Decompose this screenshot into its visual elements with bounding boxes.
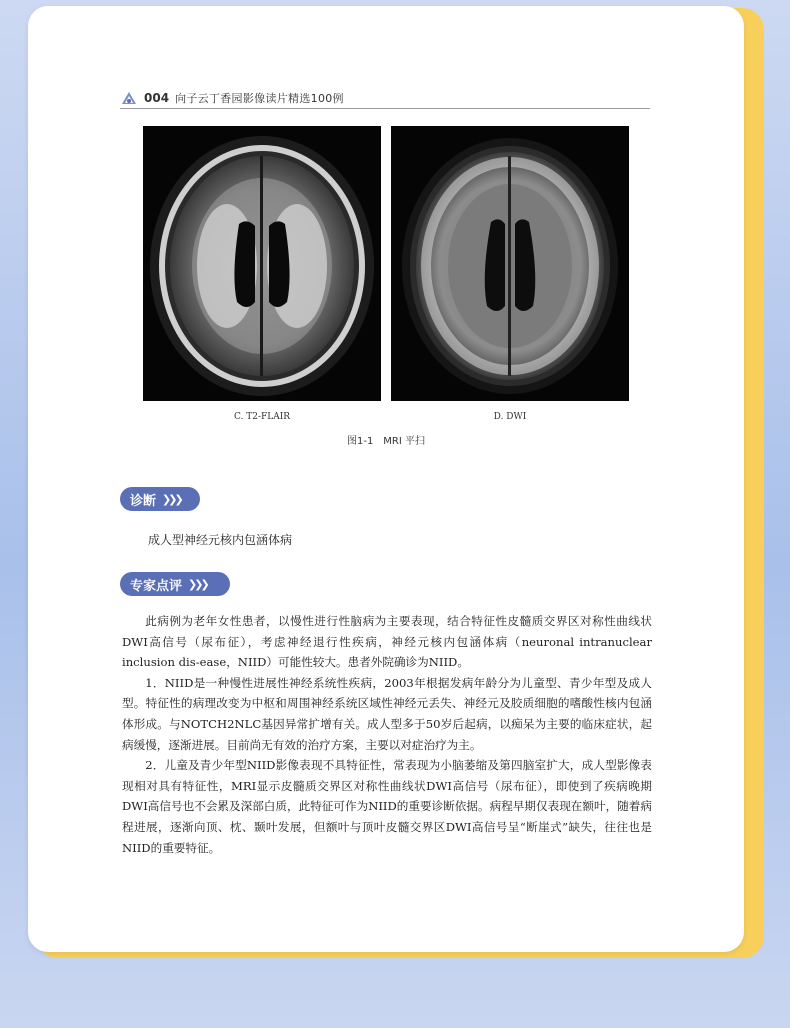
diagnosis-text: 成人型神经元核内包涵体病 [148,533,293,547]
paragraph: 2．儿童及青少年型NIID影像表现不具特征性，常表现为小脑萎缩及第四脑室扩大，成人型影像表现相对具有特征性，MRI显示皮髓质交界区对称性曲线状DWI高信号（尿布征），即使到了疾病晚期DWI高信号也不会累及深部白质，此特征可作为NIID的重要诊断依据。病程早期仅表现在额叶，随着病程进展，逐渐向顶、枕、颞叶发展，但额叶与顶叶皮髓交界区DWI高信号呈“断崖式”缺失，往往也是NIID的重要特征。 [122,758,652,855]
chevrons-icon: ❯❯❯ [188,577,207,591]
paragraph: 1．NIID是一种慢性进展性神经系统性疾病，2003年根据发病年龄分为儿童型、青少年型及成人型。特征性的病理改变为中枢和周围神经系统区域性神经元丢失、神经元及胶质细胞的嗜酸性核内包涵体形成。与NOTCH2NLC基因异常扩增有关。成人型多于50岁后起病，以痴呆为主要的临床症状，起病缓慢，逐渐进展。目前尚无有效的治疗方案，主要以对症治疗为主。 [122,675,652,752]
mri-image-t2-flair [143,126,381,401]
expert-comment-heading: 专家点评 [130,578,183,594]
page-number: 004 [144,91,170,105]
panel-d-label: D. DWI [493,412,527,422]
mri-image-dwi [391,126,629,401]
chevrons-icon: ❯❯❯ [162,492,181,506]
figure-caption: 图1-1 MRI 平扫 [346,436,426,447]
clove-flower-icon [120,90,138,106]
book-title: 向子云丁香园影像读片精选100例 [175,92,344,105]
panel-c-label: C. T2-FLAIR [233,412,291,422]
expert-comment-heading-tag [120,572,230,596]
diagnosis-heading: 诊断 [130,493,157,509]
running-header [120,88,650,109]
paragraph: 此病例为老年女性患者，以慢性进行性脑病为主要表现，结合特征性皮髓质交界区对称性曲线状DWI高信号（尿布征），考虑神经退行性疾病，神经元核内包涵体病（neuronal intranuclear inclusion dis-ease，NIID）可能性较大。患者外院确诊为NIID。 [122,614,652,670]
diagnosis-heading-tag [120,487,200,511]
expert-comment-body [122,611,652,858]
